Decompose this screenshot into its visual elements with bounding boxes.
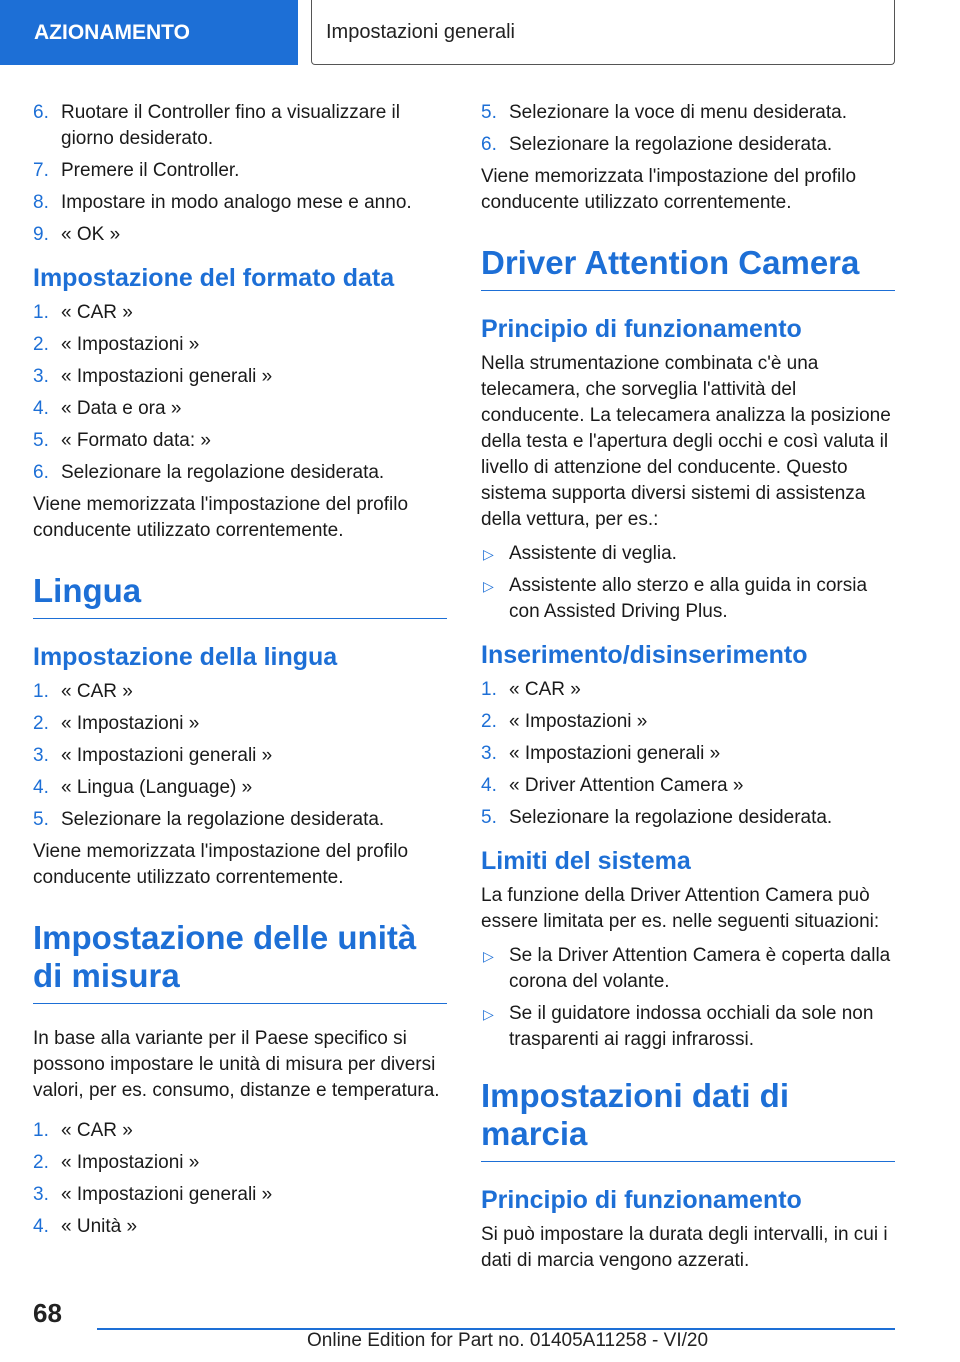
heading-driver-attention-camera: Driver Attention Camera	[481, 244, 895, 291]
heading-system-limits: Limiti del sistema	[481, 847, 691, 875]
section-tab: AZIONAMENTO	[0, 0, 298, 65]
paragraph-operating-principle-2: Si può impostare la durata degli intervalli, in cui i dati di marcia vengono azzerati.	[481, 1224, 888, 1271]
steps-list-units	[33, 1118, 447, 1240]
step-number: 5.	[481, 102, 497, 123]
step-number: 6.	[481, 134, 497, 155]
step-number: 2.	[33, 1152, 49, 1173]
list-item	[33, 1214, 447, 1240]
heading-language: Lingua	[33, 572, 447, 619]
paragraph-operating-principle: Nella strumentazione combinata c'è una telecamera, che sorveglia l'attività del conducente. La telecamera analizza la posizione della testa e l'apertura degli occhi e così valuta il livello di attenzione del conducente. Questo sistema supporta diversi sistemi di assistenza della vettura, per es.:	[481, 353, 891, 530]
step-number: 1.	[481, 679, 497, 700]
paragraph-language-note: Viene memorizzata l'impostazione del profilo conducente utilizzato correntemente.	[33, 841, 409, 888]
list-item	[481, 677, 895, 703]
step-number: 1.	[33, 681, 49, 702]
step-number: 5.	[33, 430, 49, 451]
page-number: 68	[33, 1298, 62, 1328]
list-item	[33, 679, 447, 705]
list-item	[33, 807, 447, 833]
paragraph-units: In base alla variante per il Paese specifico si possono impostare le unità di misura per diversi valori, per es. consumo, distanze e temperatura.	[33, 1028, 440, 1101]
step-text: « Impostazioni generali »	[61, 366, 273, 387]
heading-operating-principle: Principio di funzionamento	[481, 315, 802, 343]
list-item	[33, 396, 447, 422]
step-text: « Impostazioni generali »	[61, 1184, 273, 1205]
step-text: « Data e ora »	[61, 398, 182, 419]
step-number: 6.	[33, 102, 49, 123]
step-text: Impostare in modo analogo mese e anno.	[61, 192, 412, 213]
list-item	[33, 775, 447, 801]
step-text: « Lingua (Language) »	[61, 777, 253, 798]
list-item	[33, 428, 447, 454]
heading-language-setting: Impostazione della lingua	[33, 643, 338, 671]
step-text: « Impostazioni generali »	[61, 745, 273, 766]
list-item	[481, 805, 895, 831]
step-number: 5.	[481, 807, 497, 828]
step-text: « Impostazioni generali »	[509, 743, 721, 764]
step-number: 2.	[33, 713, 49, 734]
step-number: 4.	[481, 775, 497, 796]
list-item	[33, 1182, 447, 1208]
triangle-bullet-icon: ▷	[483, 1006, 494, 1022]
step-number: 3.	[33, 745, 49, 766]
list-item	[481, 132, 895, 158]
step-text: Selezionare la regolazione desiderata.	[509, 807, 833, 828]
step-number: 6.	[33, 462, 49, 483]
step-text: Selezionare la regolazione desiderata.	[61, 462, 385, 483]
steps-list-date-format	[33, 300, 447, 486]
step-number: 2.	[481, 711, 497, 732]
bullet-text: Assistente di veglia.	[509, 543, 677, 564]
step-text: « Impostazioni »	[61, 334, 200, 355]
step-number: 3.	[33, 1184, 49, 1205]
step-number: 4.	[33, 777, 49, 798]
paragraph-menu-note: Viene memorizzata l'impostazione del profilo conducente utilizzato correntemente.	[481, 166, 857, 213]
list-item	[33, 332, 447, 358]
left-column	[33, 100, 447, 1246]
step-number: 7.	[33, 160, 49, 181]
list-item	[33, 100, 447, 152]
steps-list-date	[33, 100, 447, 248]
step-text: « Impostazioni »	[61, 713, 200, 734]
step-text: « Impostazioni »	[509, 711, 648, 732]
bullet-text: Assistente allo sterzo e alla guida in corsia con Assisted Driving Plus.	[509, 575, 868, 622]
step-text: « CAR »	[61, 302, 133, 323]
step-text: « CAR »	[509, 679, 581, 700]
list-item	[33, 222, 447, 248]
step-text: Selezionare la voce di menu desiderata.	[509, 102, 847, 123]
step-text: « CAR »	[61, 1120, 133, 1141]
step-number: 8.	[33, 192, 49, 213]
list-item	[33, 743, 447, 769]
list-item	[481, 741, 895, 767]
step-text: Selezionare la regolazione desiderata.	[61, 809, 385, 830]
list-item	[33, 158, 447, 184]
list-item	[481, 573, 895, 625]
triangle-bullet-icon: ▷	[483, 948, 494, 964]
step-number: 2.	[33, 334, 49, 355]
bullets-operating-principle	[481, 541, 895, 625]
step-text: « Formato data: »	[61, 430, 211, 451]
list-item	[481, 943, 895, 995]
list-item	[33, 1118, 447, 1144]
list-item	[481, 709, 895, 735]
list-item	[33, 460, 447, 486]
footer-edition: Online Edition for Part no. 01405A11258 - VI/20	[307, 1330, 709, 1351]
chapter-title: Impostazioni generali	[311, 0, 895, 65]
heading-driving-data: Impostazioni dati di marcia	[481, 1077, 895, 1162]
step-text: « CAR »	[61, 681, 133, 702]
list-item	[33, 300, 447, 326]
step-number: 3.	[33, 366, 49, 387]
right-column	[481, 100, 895, 1280]
step-number: 1.	[33, 302, 49, 323]
bullets-system-limits	[481, 943, 895, 1053]
bullet-text: Se il guidatore indossa occhiali da sole non trasparenti ai raggi infrarossi.	[509, 1003, 874, 1050]
heading-units: Impostazione delle unità di misura	[33, 919, 447, 1004]
list-item	[481, 773, 895, 799]
step-number: 4.	[33, 1216, 49, 1237]
step-number: 1.	[33, 1120, 49, 1141]
list-item	[33, 364, 447, 390]
step-number: 5.	[33, 809, 49, 830]
list-item	[33, 1150, 447, 1176]
paragraph-date-format-note: Viene memorizzata l'impostazione del profilo conducente utilizzato correntemente.	[33, 494, 409, 541]
heading-on-off: Inserimento/disinserimento	[481, 641, 808, 669]
step-number: 4.	[33, 398, 49, 419]
step-text: Selezionare la regolazione desiderata.	[509, 134, 833, 155]
heading-date-format: Impostazione del formato data	[33, 264, 395, 292]
triangle-bullet-icon: ▷	[483, 578, 494, 594]
list-item	[33, 190, 447, 216]
heading-operating-principle-2: Principio di funzionamento	[481, 1186, 802, 1214]
triangle-bullet-icon: ▷	[483, 546, 494, 562]
list-item	[481, 100, 895, 126]
step-text: « Unità »	[61, 1216, 138, 1237]
list-item	[33, 711, 447, 737]
step-text: Premere il Controller.	[61, 160, 240, 181]
list-item	[481, 1001, 895, 1053]
step-text: « Impostazioni »	[61, 1152, 200, 1173]
steps-list-on-off	[481, 677, 895, 831]
bullet-text: Se la Driver Attention Camera è coperta dalla corona del volante.	[509, 945, 891, 992]
step-number: 9.	[33, 224, 49, 245]
paragraph-system-limits: La funzione della Driver Attention Camera può essere limitata per es. nelle seguenti situazioni:	[481, 885, 880, 932]
page-header	[0, 0, 960, 68]
list-item	[481, 541, 895, 567]
steps-list-menu	[481, 100, 895, 158]
step-text: « OK »	[61, 224, 121, 245]
step-text: « Driver Attention Camera »	[509, 775, 744, 796]
step-text: Ruotare il Controller fino a visualizzare il giorno desiderato.	[61, 102, 400, 149]
step-number: 3.	[481, 743, 497, 764]
steps-list-language	[33, 679, 447, 833]
